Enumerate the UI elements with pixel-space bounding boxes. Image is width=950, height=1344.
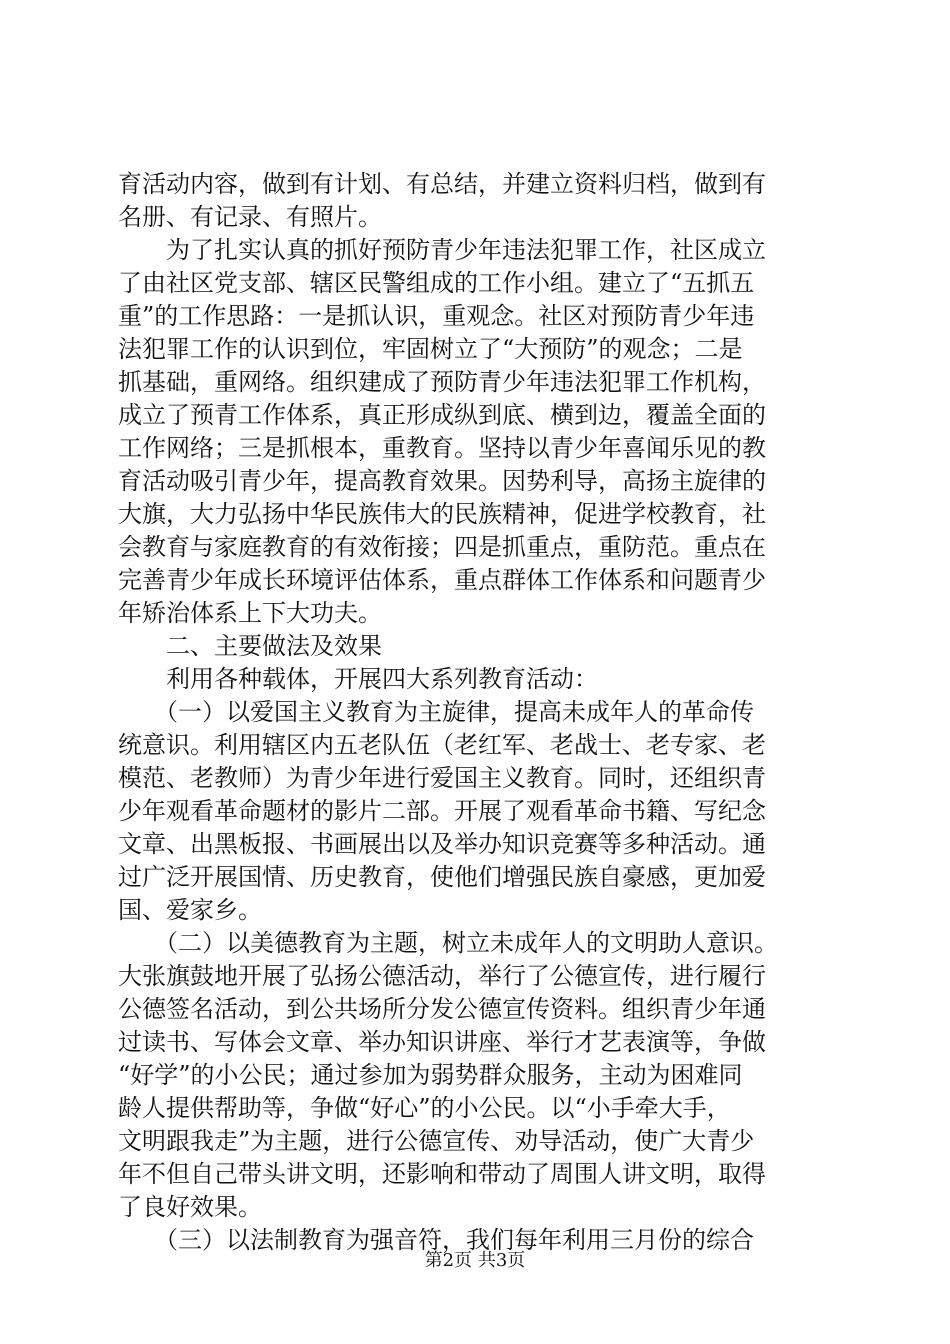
text-line: 公德签名活动，到公共场所分发公德宣传资料。组织青少年通 [118,995,766,1023]
text-line: 国、爱家乡。 [118,896,262,924]
text-line: 大张旗鼓地开展了弘扬公德活动，举行了公德宣传，进行履行 [118,962,766,990]
text-line: 重”的工作思路：一是抓认识，重观念。社区对预防青少年违 [118,302,755,330]
text-line: 文章、出黑板报、书画展出以及举办知识竞赛等多种活动。通 [118,830,766,858]
text-line: 工作网络；三是抓根本，重教育。坚持以青少年喜闻乐见的教 [118,434,766,462]
text-line: 大旗，大力弘扬中华民族伟大的民族精神，促进学校教育，社 [118,500,766,528]
section-heading: 二、主要做法及效果 [118,632,382,660]
text-line: （二）以美德教育为主题，树立未成年人的文明助人意识。 [118,929,778,957]
text-line: 利用各种载体，开展四大系列教育活动： [118,665,598,693]
text-line: 成立了预青工作体系，真正形成纵到底、横到边，覆盖全面的 [118,401,766,429]
text-line: 文明跟我走”为主题，进行公德宣传、劝导活动，使广大青少 [118,1127,755,1155]
text-line: 过广泛开展国情、历史教育，使他们增强民族自豪感，更加爱 [118,863,766,891]
text-line: 统意识。利用辖区内五老队伍（老红军、老战士、老专家、老 [118,731,766,759]
text-line: 为了扎实认真的抓好预防青少年违法犯罪工作，社区成立 [118,236,766,264]
text-line: 年矫治体系上下大功夫。 [118,599,382,627]
text-line: （三）以法制教育为强音符，我们每年利用三月份的综合 [118,1226,754,1254]
text-line: 过读书、写体会文章、举办知识讲座、举行才艺表演等，争做 [118,1028,766,1056]
text-line: 完善青少年成长环境评估体系，重点群体工作体系和问题青少 [118,566,766,594]
text-line: 抓基础，重网络。组织建成了预防青少年违法犯罪工作机构， [118,368,766,396]
text-line: 模范、老教师）为青少年进行爱国主义教育。同时，还组织青 [118,764,766,792]
page-number: 第2页 共3页 [424,1250,526,1271]
text-line: 龄人提供帮助等，争做“好心”的小公民。以“小手牵大手， [118,1094,731,1122]
text-line: 了由社区党支部、辖区民警组成的工作小组。建立了“五抓五 [118,269,755,297]
text-line: 名册、有记录、有照片。 [118,203,382,231]
text-line: 了良好效果。 [118,1193,262,1221]
text-line: （一）以爱国主义教育为主旋律，提高未成年人的革命传 [118,698,754,726]
text-line: 年不但自己带头讲文明，还影响和带动了周围人讲文明，取得 [118,1160,766,1188]
text-line: 育活动吸引青少年，提高教育效果。因势利导，高扬主旋律的 [118,467,766,495]
text-line: 少年观看革命题材的影片二部。开展了观看革命书籍、写纪念 [118,797,766,825]
text-line: 育活动内容，做到有计划、有总结，并建立资料归档，做到有 [118,170,766,198]
body-text [118,168,838,1257]
text-line: “好学”的小公民；通过参加为弱势群众服务，主动为困难同 [118,1061,743,1089]
text-line: 法犯罪工作的认识到位，牢固树立了“大预防”的观念；二是 [118,335,743,363]
text-line: 会教育与家庭教育的有效衔接；四是抓重点，重防范。重点在 [118,533,766,561]
